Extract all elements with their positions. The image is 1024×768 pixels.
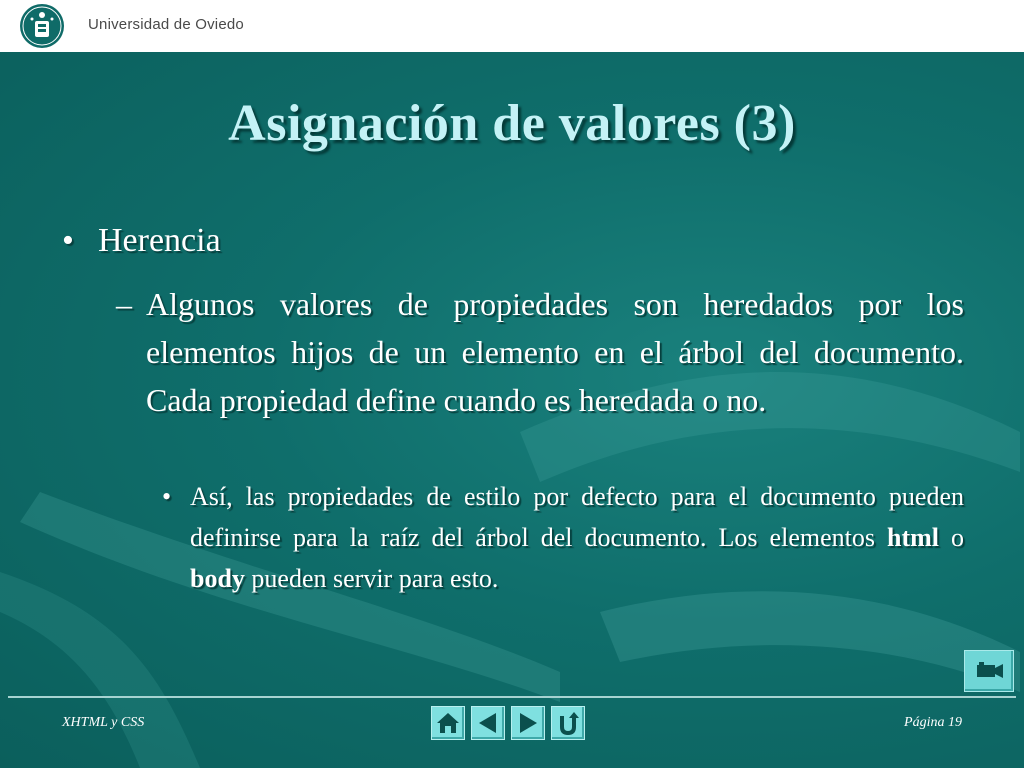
bullet-text: Herencia <box>98 222 221 259</box>
home-button[interactable] <box>431 706 465 740</box>
bullet-item <box>62 222 221 260</box>
footer-course-title: XHTML y CSS <box>62 715 145 730</box>
header-bar <box>0 0 1024 52</box>
sub-bullet-item <box>116 280 964 424</box>
text-before: Así, las propiedades de estilo por defecto para el documento pueden definirse para la raíz del árbol del documento. Los elementos <box>190 482 964 552</box>
sub-sub-bullet-text <box>162 476 964 599</box>
bullet-mark: • <box>62 222 74 259</box>
university-name: Universidad de Oviedo <box>88 16 244 33</box>
previous-icon <box>472 707 504 739</box>
body-keyword: body <box>190 564 245 593</box>
sub-sub-bullet-item <box>162 476 964 599</box>
footer-divider <box>8 696 1016 698</box>
home-icon <box>432 707 464 739</box>
next-slide-button[interactable] <box>511 706 545 740</box>
next-icon <box>512 707 544 739</box>
text-middle: o <box>938 523 965 552</box>
slide-canvas <box>0 52 1024 768</box>
video-camera-button[interactable] <box>964 650 1014 692</box>
html-keyword: html <box>886 523 939 552</box>
footer-page-number: Página 19 <box>904 715 962 730</box>
university-crest-icon <box>18 3 66 49</box>
video-camera-icon <box>965 651 1013 691</box>
return-button[interactable] <box>551 706 585 740</box>
previous-slide-button[interactable] <box>471 706 505 740</box>
text-after: pueden servir para esto. <box>244 564 499 593</box>
sub-bullet-mark: • <box>162 482 172 511</box>
slide-title: Asignación de valores (3) <box>228 95 796 152</box>
dash-mark: – <box>116 286 132 322</box>
sub-bullet-text: Algunos valores de propiedades son heredados por los elementos hijos de un elemento en el árbol del documento. Cada propiedad define cuando es heredada o no. <box>146 286 964 418</box>
return-icon <box>552 707 584 739</box>
